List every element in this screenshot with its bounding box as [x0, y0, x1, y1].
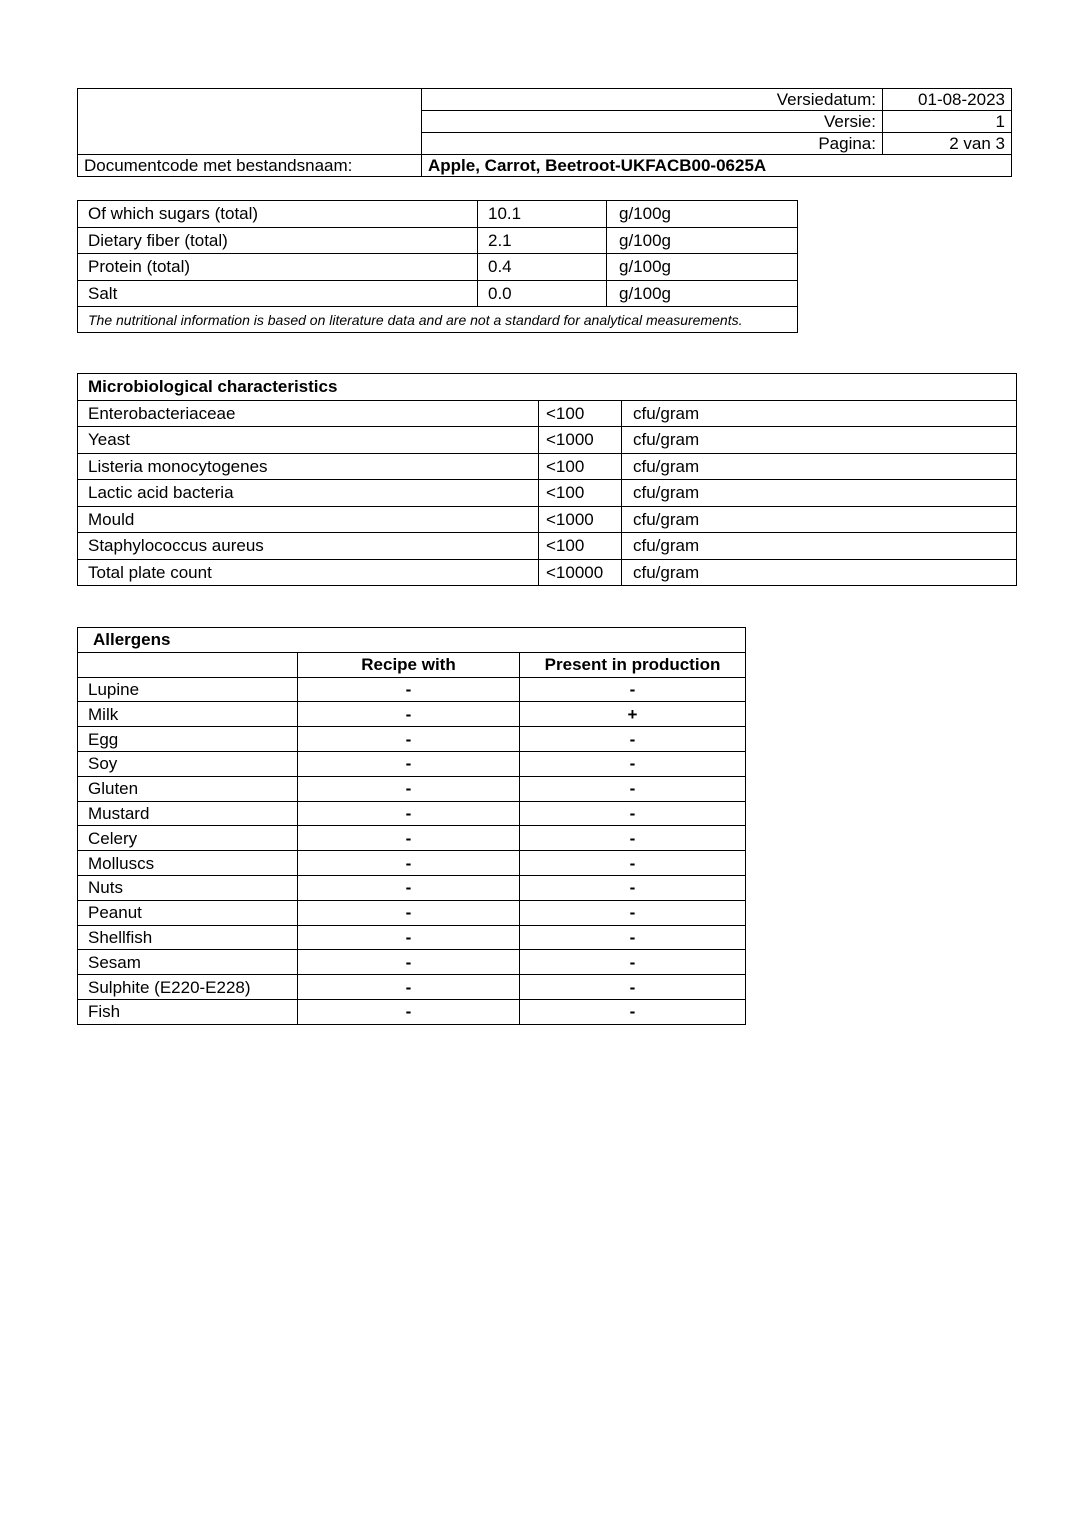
recipe-with-header: Recipe with — [298, 652, 520, 677]
allergen-name: Shellfish — [78, 925, 298, 950]
nutrition-note: The nutritional information is based on literature data and are not a standard for analytical measurements. — [78, 307, 798, 333]
organism-name: Lactic acid bacteria — [78, 480, 539, 507]
organism-unit: cfu/gram — [622, 480, 1017, 507]
nutrient-name: Of which sugars (total) — [78, 201, 478, 228]
organism-unit: cfu/gram — [622, 427, 1017, 454]
allergens-title-row — [78, 628, 746, 653]
organism-unit: cfu/gram — [622, 533, 1017, 560]
allergens-table — [77, 627, 746, 1025]
nutrient-unit: g/100g — [607, 254, 798, 281]
allergen-recipe-with: - — [298, 875, 520, 900]
allergen-recipe-with: - — [298, 950, 520, 975]
allergen-recipe-with: - — [298, 776, 520, 801]
organism-limit: <100 — [539, 480, 622, 507]
table-row — [78, 900, 746, 925]
microbiology-title-row — [78, 374, 1017, 401]
allergen-recipe-with: - — [298, 851, 520, 876]
allergen-name: Egg — [78, 727, 298, 752]
organism-name: Staphylococcus aureus — [78, 533, 539, 560]
allergen-present-in-production: - — [520, 950, 746, 975]
allergens-header-empty — [78, 652, 298, 677]
allergen-name: Peanut — [78, 900, 298, 925]
organism-name: Enterobacteriaceae — [78, 400, 539, 427]
table-row — [78, 999, 746, 1024]
allergen-recipe-with: - — [298, 727, 520, 752]
allergen-name: Nuts — [78, 875, 298, 900]
nutrient-value: 0.0 — [478, 280, 607, 307]
nutrient-unit: g/100g — [607, 280, 798, 307]
organism-unit: cfu/gram — [622, 559, 1017, 586]
allergen-name: Mustard — [78, 801, 298, 826]
version-label: Versie: — [422, 111, 883, 133]
document-code-value: Apple, Carrot, Beetroot-UKFACB00-0625A — [422, 155, 1012, 177]
organism-limit: <100 — [539, 453, 622, 480]
allergen-present-in-production: - — [520, 826, 746, 851]
table-row — [78, 875, 746, 900]
allergen-present-in-production: - — [520, 776, 746, 801]
page-label: Pagina: — [422, 133, 883, 155]
table-row — [78, 280, 798, 307]
allergen-recipe-with: - — [298, 826, 520, 851]
allergen-name: Celery — [78, 826, 298, 851]
table-row — [78, 533, 1017, 560]
nutrient-value: 10.1 — [478, 201, 607, 228]
organism-limit: <1000 — [539, 506, 622, 533]
nutrient-value: 0.4 — [478, 254, 607, 281]
nutrient-value: 2.1 — [478, 227, 607, 254]
version-value: 1 — [883, 111, 1012, 133]
table-row — [78, 925, 746, 950]
table-row — [78, 727, 746, 752]
nutrient-name: Protein (total) — [78, 254, 478, 281]
table-row — [78, 776, 746, 801]
allergen-present-in-production: - — [520, 851, 746, 876]
allergen-present-in-production: - — [520, 727, 746, 752]
table-row — [78, 801, 746, 826]
allergen-name: Lupine — [78, 677, 298, 702]
document-code-label: Documentcode met bestandsnaam: — [78, 155, 422, 177]
allergen-present-in-production: - — [520, 975, 746, 1000]
organism-limit: <1000 — [539, 427, 622, 454]
allergen-name: Soy — [78, 751, 298, 776]
organism-limit: <100 — [539, 533, 622, 560]
version-date-label: Versiedatum: — [422, 89, 883, 111]
allergen-recipe-with: - — [298, 900, 520, 925]
allergen-recipe-with: - — [298, 677, 520, 702]
table-row — [78, 751, 746, 776]
present-in-production-header: Present in production — [520, 652, 746, 677]
organism-limit: <100 — [539, 400, 622, 427]
table-row — [78, 201, 798, 228]
allergen-present-in-production: - — [520, 751, 746, 776]
table-row — [78, 427, 1017, 454]
allergens-title: Allergens — [78, 628, 746, 653]
allergen-name: Fish — [78, 999, 298, 1024]
header-row — [78, 155, 1012, 177]
allergen-recipe-with: - — [298, 975, 520, 1000]
allergen-present-in-production: - — [520, 925, 746, 950]
organism-unit: cfu/gram — [622, 400, 1017, 427]
organism-name: Yeast — [78, 427, 539, 454]
allergens-header-row — [78, 652, 746, 677]
allergen-recipe-with: - — [298, 801, 520, 826]
table-row — [78, 826, 746, 851]
allergen-present-in-production: - — [520, 677, 746, 702]
nutrition-table — [77, 200, 798, 333]
version-date-value: 01-08-2023 — [883, 89, 1012, 111]
allergen-name: Milk — [78, 702, 298, 727]
allergen-present-in-production: - — [520, 999, 746, 1024]
organism-unit: cfu/gram — [622, 506, 1017, 533]
microbiology-title: Microbiological characteristics — [78, 374, 1017, 401]
table-row — [78, 950, 746, 975]
organism-name: Mould — [78, 506, 539, 533]
allergen-recipe-with: - — [298, 702, 520, 727]
table-row — [78, 506, 1017, 533]
logo-area — [78, 89, 422, 155]
nutrient-unit: g/100g — [607, 201, 798, 228]
organism-unit: cfu/gram — [622, 453, 1017, 480]
microbiology-table — [77, 373, 1017, 586]
organism-name: Total plate count — [78, 559, 539, 586]
nutrition-note-row — [78, 307, 798, 333]
page-value: 2 van 3 — [883, 133, 1012, 155]
table-row — [78, 254, 798, 281]
header-row — [78, 89, 1012, 111]
table-row — [78, 400, 1017, 427]
allergen-recipe-with: - — [298, 751, 520, 776]
table-row — [78, 702, 746, 727]
nutrient-unit: g/100g — [607, 227, 798, 254]
table-row — [78, 851, 746, 876]
table-row — [78, 677, 746, 702]
allergen-name: Sulphite (E220-E228) — [78, 975, 298, 1000]
table-row — [78, 975, 746, 1000]
allergen-present-in-production: + — [520, 702, 746, 727]
allergen-recipe-with: - — [298, 999, 520, 1024]
allergen-name: Sesam — [78, 950, 298, 975]
document-header-table — [77, 88, 1012, 177]
organism-limit: <10000 — [539, 559, 622, 586]
allergen-name: Gluten — [78, 776, 298, 801]
allergen-present-in-production: - — [520, 801, 746, 826]
nutrient-name: Dietary fiber (total) — [78, 227, 478, 254]
allergen-present-in-production: - — [520, 900, 746, 925]
organism-name: Listeria monocytogenes — [78, 453, 539, 480]
allergen-recipe-with: - — [298, 925, 520, 950]
table-row — [78, 480, 1017, 507]
table-row — [78, 453, 1017, 480]
nutrient-name: Salt — [78, 280, 478, 307]
table-row — [78, 559, 1017, 586]
allergen-present-in-production: - — [520, 875, 746, 900]
allergen-name: Molluscs — [78, 851, 298, 876]
table-row — [78, 227, 798, 254]
